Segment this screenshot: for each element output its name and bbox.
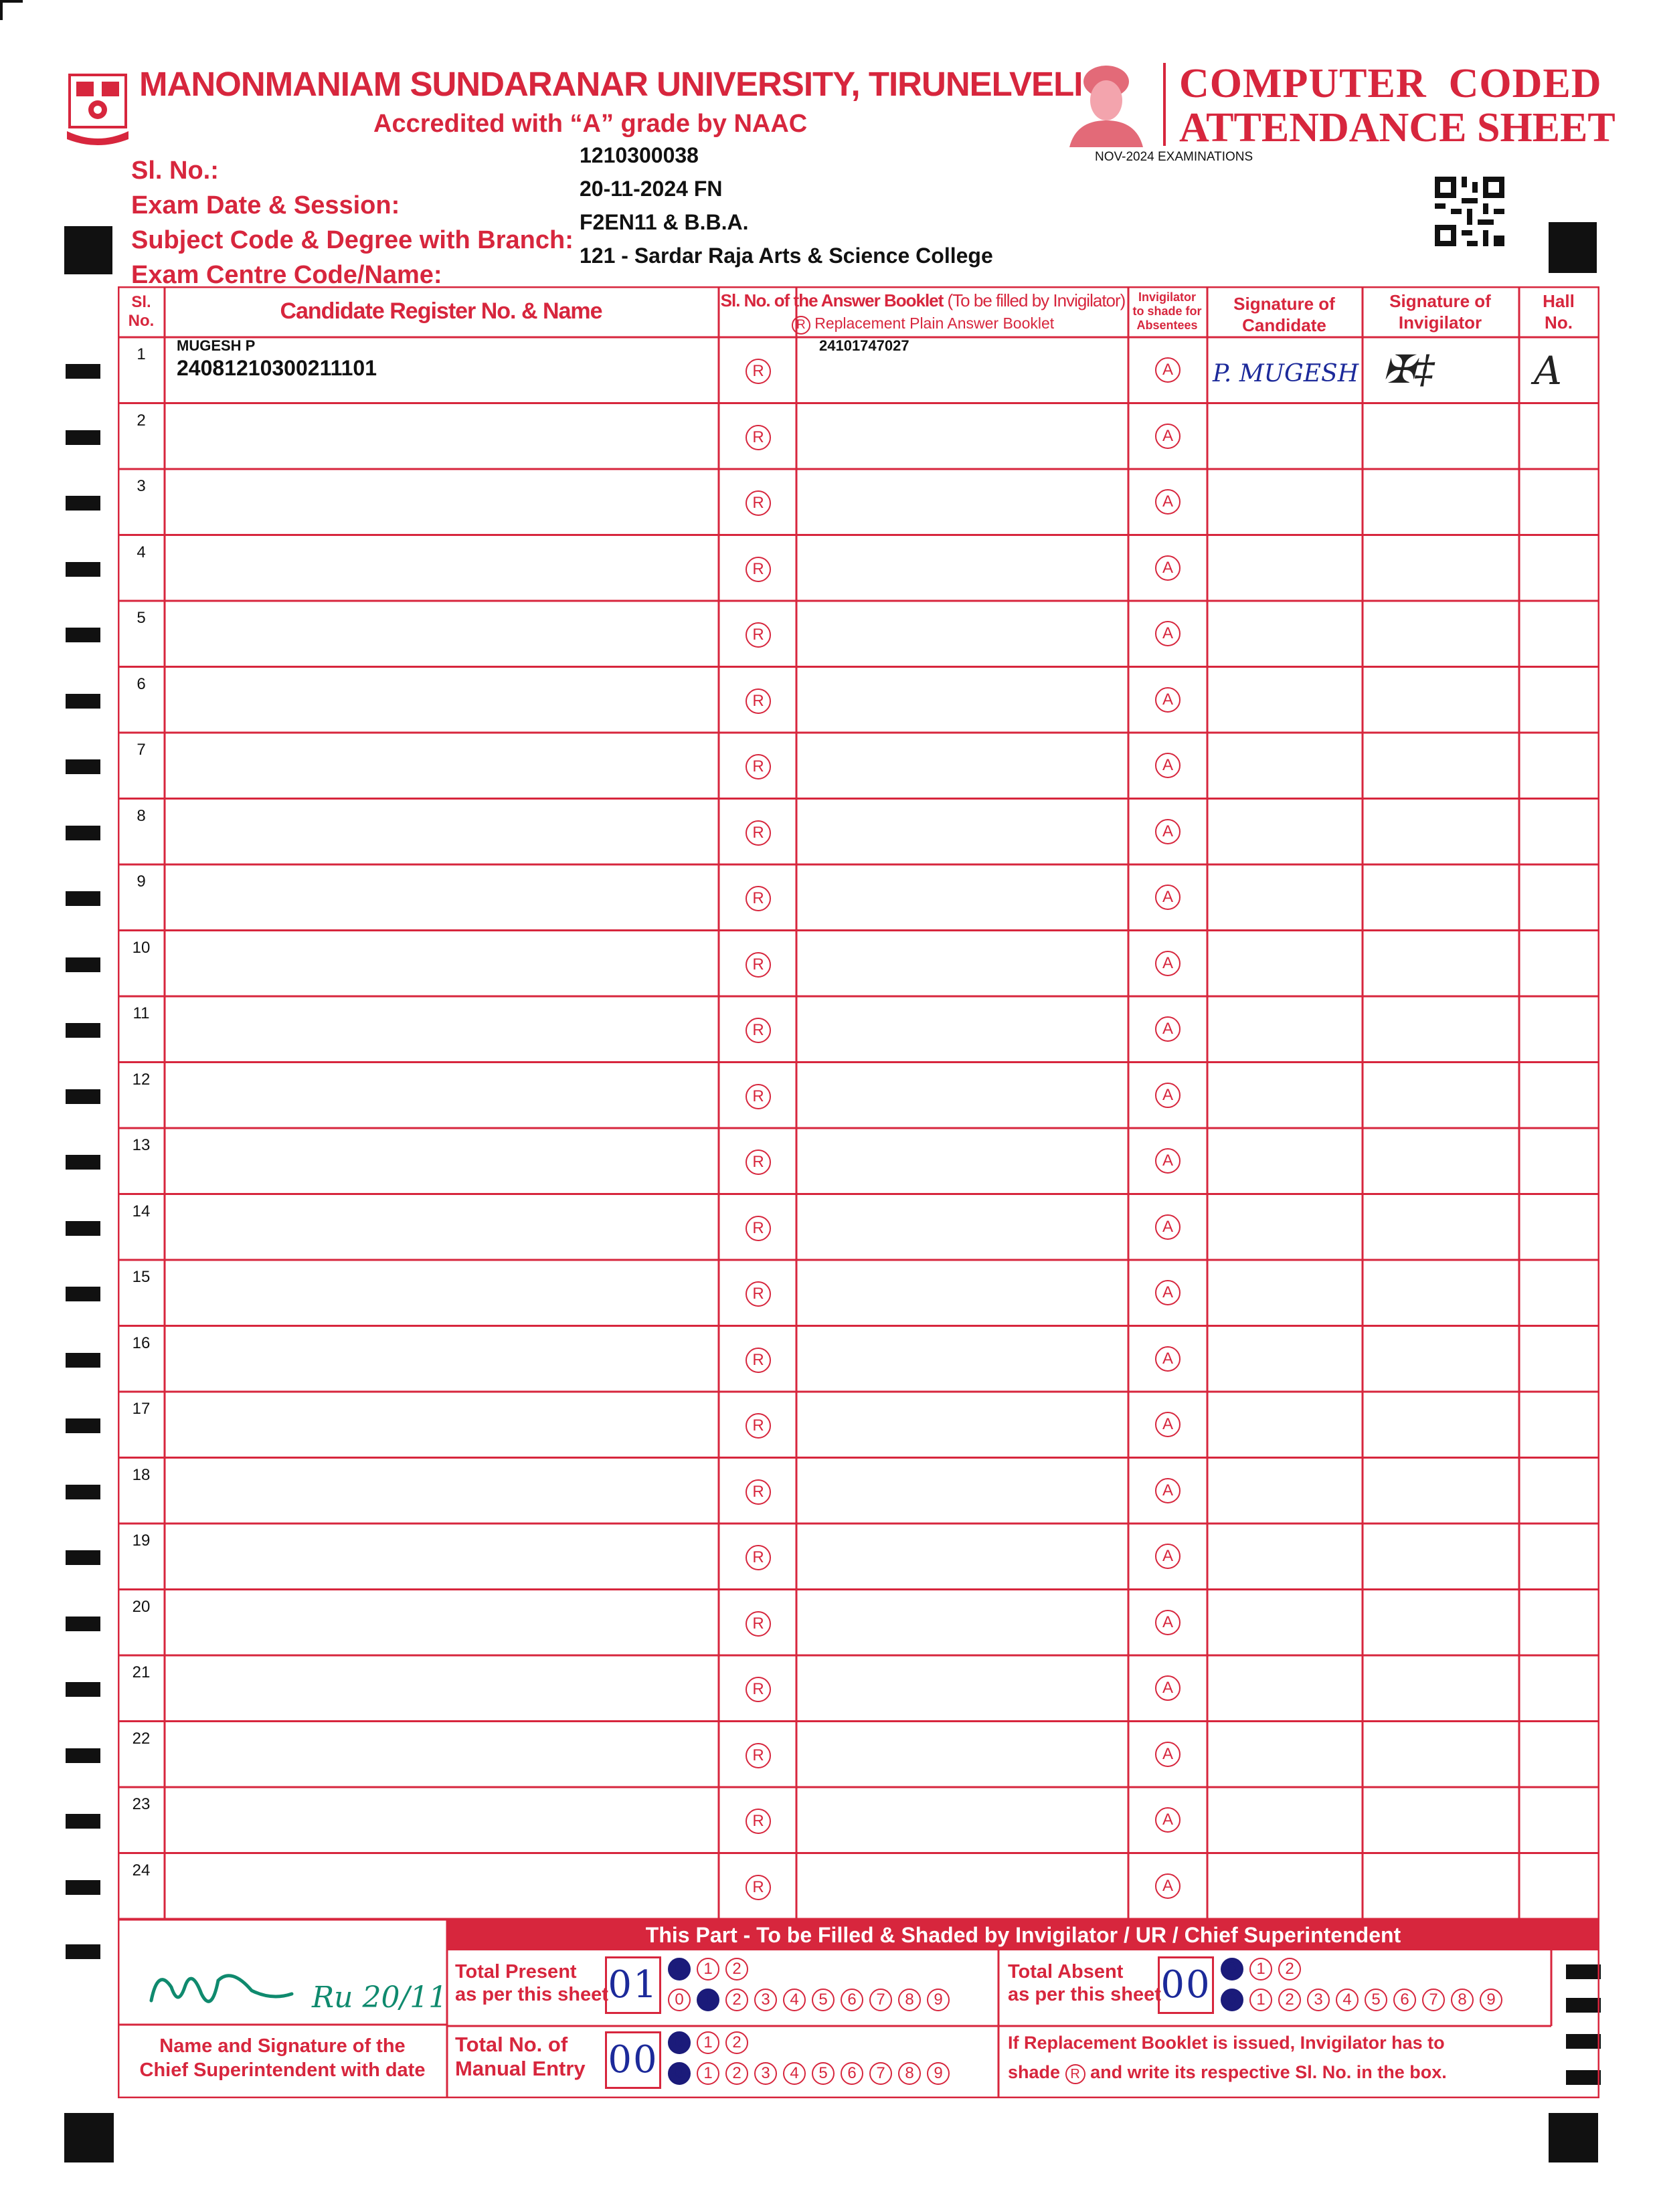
absentee-bubble[interactable]: A xyxy=(1155,1016,1181,1042)
replacement-booklet-bubble[interactable]: R xyxy=(746,1677,771,1702)
candidate-signature: P. MUGESH xyxy=(1213,360,1359,387)
digit-bubble[interactable]: 2 xyxy=(725,1989,748,2011)
centre-value: 121 - Sardar Raja Arts & Science College xyxy=(580,244,993,268)
table-row xyxy=(118,403,1599,470)
timing-mark xyxy=(66,496,100,511)
manual-entry-tens-bubbles[interactable] xyxy=(668,2031,754,2054)
replacement-booklet-bubble[interactable]: R xyxy=(746,1281,771,1307)
exam-session-label: NOV-2024 EXAMINATIONS xyxy=(1095,150,1253,164)
timing-mark xyxy=(66,1682,100,1697)
sl-no-value: 1210300038 xyxy=(580,143,699,167)
timing-mark xyxy=(66,1944,100,1959)
absentee-bubble[interactable]: A xyxy=(1155,951,1181,976)
absentee-bubble[interactable]: A xyxy=(1155,1083,1181,1108)
table-row xyxy=(118,1590,1599,1656)
replacement-booklet-bubble[interactable]: R xyxy=(746,490,771,516)
row-sl-no: 20 xyxy=(132,1597,151,1616)
row-sl-no: 21 xyxy=(132,1663,151,1681)
replacement-booklet-bubble[interactable]: R xyxy=(746,1018,771,1043)
university-name: MANONMANIAM SUNDARANAR UNIVERSITY, TIRUNELVELI xyxy=(139,65,1083,103)
replacement-booklet-bubble[interactable]: R xyxy=(746,1743,771,1768)
header-booklet xyxy=(719,290,1127,311)
header-booklet-replacement xyxy=(719,314,1127,335)
replacement-r-icon: R xyxy=(1065,2064,1085,2084)
absentee-bubble[interactable]: A xyxy=(1155,621,1181,646)
row-sl-no: 3 xyxy=(137,477,146,495)
timing-mark xyxy=(66,1617,100,1631)
table-row xyxy=(118,1194,1599,1261)
header-candidate: Candidate Register No. & Name xyxy=(280,298,602,324)
table-row xyxy=(118,1787,1599,1853)
replacement-note-rest: and write its respective Sl. No. in the box. xyxy=(1090,2062,1447,2082)
sheet-title-line-1: COMPUTER CODED xyxy=(1179,61,1602,106)
table-row xyxy=(118,864,1599,931)
row-sl-no: 2 xyxy=(137,411,146,430)
replacement-booklet-bubble[interactable]: R xyxy=(746,1348,771,1373)
absentee-bubble[interactable]: A xyxy=(1155,1675,1181,1701)
replacement-booklet-bubble[interactable]: R xyxy=(746,820,771,846)
timing-mark xyxy=(66,562,100,577)
sheet-title-line-2: ATTENDANCE SHEET xyxy=(1179,105,1616,151)
row-sl-no: 17 xyxy=(132,1400,151,1418)
manual-entry-label: Total No. of Manual Entry xyxy=(455,2033,586,2080)
table-row xyxy=(118,996,1599,1063)
table-row xyxy=(118,1260,1599,1326)
replacement-note-line-1: If Replacement Booklet is issued, Invigilator has to xyxy=(1008,2033,1445,2053)
digit-bubble[interactable]: 3 xyxy=(754,1989,777,2011)
row-sl-no: 10 xyxy=(132,938,151,957)
header-signature-invigilator: Signature of Invigilator xyxy=(1389,291,1491,333)
timing-mark xyxy=(66,628,100,642)
chief-signature-text: Ru 20/11 xyxy=(312,1980,448,2015)
digit-bubble[interactable]: 2 xyxy=(1278,1989,1301,2011)
manual-entry-units-bubbles[interactable] xyxy=(668,2062,956,2085)
footer-section xyxy=(118,1919,1599,2098)
replacement-booklet-bubble[interactable]: R xyxy=(746,688,771,714)
digit-bubble[interactable]: 3 xyxy=(1307,1989,1330,2011)
row-sl-no: 19 xyxy=(132,1532,151,1550)
digit-bubble[interactable]: 8 xyxy=(898,1989,921,2011)
total-present-value: 01 xyxy=(608,1963,659,2007)
chief-signature-label: Name and Signature of the Chief Superintendent with date xyxy=(139,2035,426,2081)
digit-bubble[interactable]: 1 xyxy=(697,2031,719,2054)
table-row xyxy=(118,1722,1599,1788)
absentee-bubble[interactable]: A xyxy=(1155,1148,1181,1174)
digit-bubble[interactable]: 5 xyxy=(812,2062,835,2085)
replacement-booklet-bubble[interactable]: R xyxy=(746,1413,771,1439)
university-logo xyxy=(64,72,131,150)
absentee-bubble[interactable]: A xyxy=(1155,357,1181,383)
table-row xyxy=(118,1326,1599,1392)
digit-bubble[interactable]: 0 xyxy=(668,1958,691,1980)
row-sl-no: 15 xyxy=(132,1268,151,1286)
digit-bubble[interactable]: 5 xyxy=(1365,1989,1387,2011)
header-sl-no: Sl. No. xyxy=(128,293,155,330)
row-sl-no: 6 xyxy=(137,674,146,693)
manual-entry-value: 00 xyxy=(608,2038,659,2082)
header-booklet-main: Sl. No. of the Answer Booklet xyxy=(720,290,944,310)
row-sl-no: 8 xyxy=(137,806,146,825)
replacement-note-line-2 xyxy=(1008,2062,1447,2084)
digit-bubble[interactable]: 3 xyxy=(754,2062,777,2085)
absentee-bubble[interactable]: A xyxy=(1155,1873,1181,1899)
digit-bubble[interactable]: 4 xyxy=(783,1989,806,2011)
alignment-square-bottom-left xyxy=(64,2113,114,2162)
timing-mark xyxy=(66,1814,100,1829)
accreditation-line: Accredited with “A” grade by NAAC xyxy=(373,110,808,138)
founder-portrait xyxy=(1063,59,1150,147)
total-present-box[interactable] xyxy=(605,1956,661,2014)
replacement-booklet-bubble[interactable]: R xyxy=(746,1149,771,1175)
qr-code xyxy=(1435,177,1504,246)
timing-mark xyxy=(66,957,100,972)
timing-mark xyxy=(66,1221,100,1236)
total-present-label: Total Present as per this sheet xyxy=(455,1961,608,2005)
manual-entry-box[interactable] xyxy=(605,2031,661,2089)
replacement-booklet-bubble[interactable]: R xyxy=(746,952,771,978)
header-booklet-sub: Replacement Plain Answer Booklet xyxy=(814,314,1055,332)
absentee-bubble[interactable]: A xyxy=(1155,1544,1181,1569)
exam-date-label: Exam Date & Session: xyxy=(131,191,400,219)
replacement-booklet-bubble[interactable]: R xyxy=(746,1809,771,1834)
digit-bubble[interactable]: 0 xyxy=(668,1989,691,2011)
total-absent-value: 00 xyxy=(1160,1963,1211,2007)
invigilator-signature: ✠‡ xyxy=(1383,347,1435,392)
table-row xyxy=(118,1458,1599,1524)
replacement-booklet-bubble[interactable]: R xyxy=(746,1545,771,1570)
answer-booklet-no: 24101747027 xyxy=(819,337,909,354)
absentee-bubble[interactable]: A xyxy=(1155,1280,1181,1305)
row-sl-no: 24 xyxy=(132,1861,151,1879)
digit-bubble[interactable]: 6 xyxy=(841,2062,863,2085)
replacement-booklet-bubble[interactable]: R xyxy=(746,557,771,582)
subject-label: Subject Code & Degree with Branch: xyxy=(131,226,574,254)
timing-mark xyxy=(66,1089,100,1104)
digit-bubble[interactable]: 1 xyxy=(1249,1989,1272,2011)
exam-date-value: 20-11-2024 FN xyxy=(580,177,723,201)
table-row xyxy=(118,931,1599,997)
timing-mark xyxy=(66,1155,100,1170)
table-row xyxy=(118,337,1599,403)
replacement-booklet-bubble[interactable]: R xyxy=(746,1479,771,1505)
digit-bubble[interactable]: 6 xyxy=(1393,1989,1416,2011)
digit-bubble[interactable]: 6 xyxy=(841,1989,863,2011)
table-row xyxy=(118,1655,1599,1722)
subject-value: F2EN11 & B.B.A. xyxy=(580,210,749,234)
table-row xyxy=(118,601,1599,667)
total-absent-tens-bubbles[interactable] xyxy=(1221,1958,1307,1980)
table-row xyxy=(118,535,1599,602)
corner-mark xyxy=(0,0,3,20)
header-booklet-note: (To be filled by Invigilator) xyxy=(943,290,1126,310)
row-sl-no: 23 xyxy=(132,1795,151,1813)
digit-bubble[interactable]: 8 xyxy=(898,2062,921,2085)
absentee-bubble[interactable]: A xyxy=(1155,1412,1181,1437)
centre-label: Exam Centre Code/Name: xyxy=(131,261,442,289)
digit-bubble[interactable]: 8 xyxy=(1451,1989,1474,2011)
digit-bubble[interactable]: 7 xyxy=(1422,1989,1445,2011)
table-row xyxy=(118,667,1599,733)
replacement-note-shade: shade xyxy=(1008,2062,1061,2082)
alignment-square-top-left xyxy=(64,226,112,274)
digit-bubble[interactable]: 0 xyxy=(1221,1958,1243,1980)
digit-bubble[interactable]: 1 xyxy=(697,1989,719,2011)
absentee-bubble[interactable]: A xyxy=(1155,424,1181,449)
replacement-r-icon: R xyxy=(792,316,810,335)
table-row xyxy=(118,1128,1599,1194)
digit-bubble[interactable]: 0 xyxy=(668,2062,691,2085)
row-sl-no: 18 xyxy=(132,1465,151,1484)
timing-mark xyxy=(66,1353,100,1368)
row-sl-no: 13 xyxy=(132,1136,151,1154)
timing-mark xyxy=(66,1880,100,1895)
alignment-square-bottom-right xyxy=(1549,2113,1598,2162)
timing-mark xyxy=(66,891,100,906)
replacement-booklet-bubble[interactable]: R xyxy=(746,1084,771,1109)
digit-bubble[interactable]: 0 xyxy=(668,2031,691,2054)
absentee-bubble[interactable]: A xyxy=(1155,885,1181,910)
absentee-bubble[interactable]: A xyxy=(1155,1346,1181,1372)
timing-mark xyxy=(66,1748,100,1763)
total-absent-box[interactable] xyxy=(1158,1956,1214,2014)
chief-superintendent-signature xyxy=(138,1954,448,2021)
replacement-booklet-bubble[interactable]: R xyxy=(746,622,771,648)
total-absent-label: Total Absent as per this sheet xyxy=(1008,1961,1161,2005)
absentee-bubble[interactable]: A xyxy=(1155,1807,1181,1833)
digit-bubble[interactable]: 9 xyxy=(1480,1989,1502,2011)
replacement-booklet-bubble[interactable]: R xyxy=(746,359,771,384)
replacement-booklet-bubble[interactable]: R xyxy=(746,1611,771,1637)
absentee-bubble[interactable]: A xyxy=(1155,1742,1181,1767)
replacement-booklet-bubble[interactable]: R xyxy=(746,1875,771,1900)
corner-mark xyxy=(0,0,23,3)
digit-bubble[interactable]: 1 xyxy=(1249,1958,1272,1980)
digit-bubble[interactable]: 4 xyxy=(1336,1989,1359,2011)
timing-mark xyxy=(66,1287,100,1301)
alignment-square-top-right xyxy=(1549,222,1597,273)
replacement-booklet-bubble[interactable]: R xyxy=(746,425,771,450)
row-sl-no: 14 xyxy=(132,1202,151,1220)
table-row xyxy=(118,1524,1599,1590)
absentee-bubble[interactable]: A xyxy=(1155,1610,1181,1635)
digit-bubble[interactable]: 1 xyxy=(697,2062,719,2085)
timing-mark xyxy=(66,826,100,840)
table-row xyxy=(118,733,1599,799)
footer-band-title: This Part - To be Filled & Shaded by Invigilator / UR / Chief Superintendent xyxy=(645,1923,1401,1947)
total-present-tens-bubbles[interactable] xyxy=(668,1958,754,1980)
digit-bubble[interactable]: 2 xyxy=(725,2062,748,2085)
hall-no-value: A xyxy=(1534,348,1562,393)
absentee-bubble[interactable]: A xyxy=(1155,489,1181,515)
sl-no-label: Sl. No.: xyxy=(131,157,219,185)
candidate-name: MUGESH P xyxy=(177,337,256,354)
table-row xyxy=(118,1063,1599,1129)
absentee-bubble[interactable]: A xyxy=(1155,1478,1181,1503)
timing-mark xyxy=(66,364,100,379)
row-sl-no: 12 xyxy=(132,1070,151,1089)
absentee-bubble[interactable]: A xyxy=(1155,819,1181,844)
row-sl-no: 4 xyxy=(137,543,146,561)
row-sl-no: 5 xyxy=(137,609,146,627)
timing-mark xyxy=(66,1550,100,1565)
header-signature-candidate: Signature of Candidate xyxy=(1233,294,1335,335)
row-sl-no: 9 xyxy=(137,872,146,891)
timing-mark xyxy=(66,430,100,445)
table-row xyxy=(118,469,1599,535)
digit-bubble[interactable]: 0 xyxy=(1221,1989,1243,2011)
candidate-register-no: 24081210300211101 xyxy=(177,356,377,380)
row-sl-no: 7 xyxy=(137,741,146,759)
digit-bubble[interactable]: 9 xyxy=(927,2062,950,2085)
timing-mark xyxy=(66,759,100,774)
row-sl-no: 1 xyxy=(137,345,146,363)
timing-mark xyxy=(66,1485,100,1499)
absentee-bubble[interactable]: A xyxy=(1155,555,1181,581)
digit-bubble[interactable]: 7 xyxy=(869,2062,892,2085)
digit-bubble[interactable]: 7 xyxy=(869,1989,892,2011)
timing-mark xyxy=(66,1023,100,1038)
table-row xyxy=(118,1392,1599,1458)
table-row xyxy=(118,1853,1599,1920)
header-hall-no: Hall No. xyxy=(1543,291,1575,333)
row-sl-no: 11 xyxy=(133,1004,150,1022)
total-present-units-bubbles[interactable] xyxy=(668,1989,956,2011)
absentee-bubble[interactable]: A xyxy=(1155,687,1181,713)
header-divider xyxy=(1163,63,1166,146)
table-row xyxy=(118,799,1599,865)
row-sl-no: 16 xyxy=(132,1333,151,1352)
absentee-bubble[interactable]: A xyxy=(1155,1214,1181,1240)
replacement-booklet-bubble[interactable]: R xyxy=(746,886,771,911)
digit-bubble[interactable]: 5 xyxy=(812,1989,835,2011)
timing-mark xyxy=(66,1418,100,1433)
digit-bubble[interactable]: 9 xyxy=(927,1989,950,2011)
digit-bubble[interactable]: 2 xyxy=(725,1958,748,1980)
timing-mark xyxy=(66,694,100,709)
digit-bubble[interactable]: 2 xyxy=(1278,1958,1301,1980)
digit-bubble[interactable]: 4 xyxy=(783,2062,806,2085)
row-sl-no: 22 xyxy=(132,1729,151,1748)
absentee-bubble[interactable]: A xyxy=(1155,753,1181,778)
replacement-booklet-bubble[interactable]: R xyxy=(746,754,771,779)
replacement-booklet-bubble[interactable]: R xyxy=(746,1216,771,1241)
header-invigilator-shade: Invigilator to shade for Absentees xyxy=(1132,290,1202,332)
digit-bubble[interactable]: 2 xyxy=(725,2031,748,2054)
digit-bubble[interactable]: 1 xyxy=(697,1958,719,1980)
attendance-table xyxy=(118,286,1599,1919)
total-absent-units-bubbles[interactable] xyxy=(1221,1989,1508,2011)
